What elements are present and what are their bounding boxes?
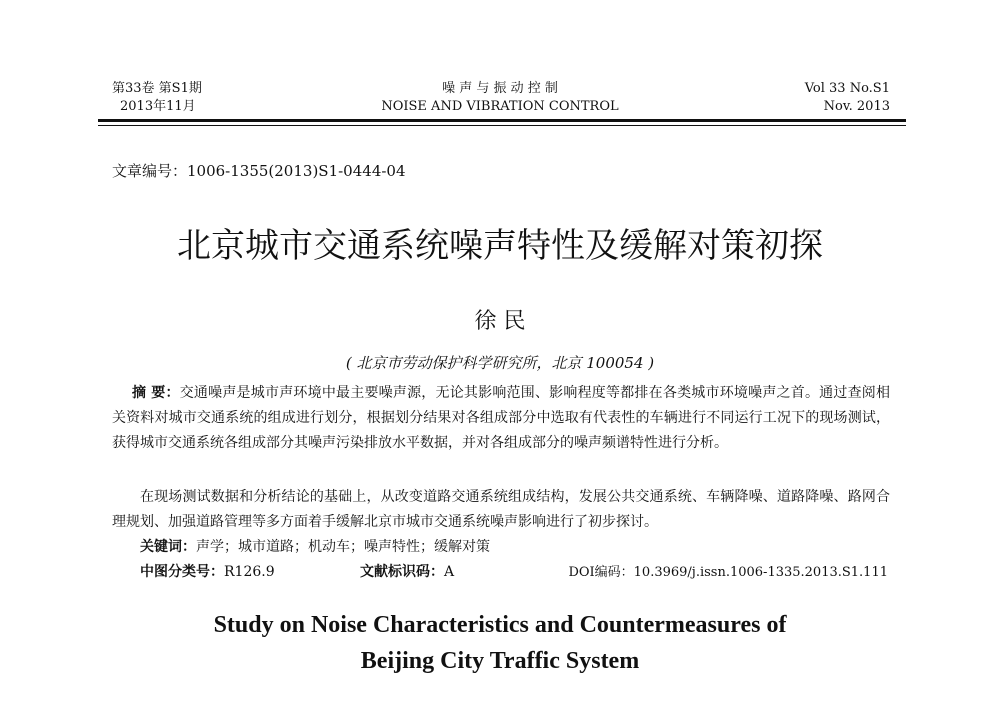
keywords-value: 声学；城市道路；机动车；噪声特性；缓解对策: [196, 539, 490, 555]
journal-name-cn: 噪 声 与 振 动 控 制: [442, 81, 558, 96]
keywords-label: 关键词：: [140, 539, 196, 555]
journal-name: [340, 80, 660, 116]
header-rule-thick: [98, 119, 906, 122]
volume-issue-cn: 第33卷 第S1期: [112, 81, 202, 96]
date-cn: 2013年11月: [120, 99, 196, 114]
abstract-label: 摘 要：: [132, 385, 180, 401]
volume-issue-en: Vol 33 No.S1: [804, 81, 890, 96]
document-code: [360, 560, 454, 585]
paper-title-en: [0, 607, 1000, 679]
clc-number: [140, 560, 275, 585]
volume-issue: [112, 80, 202, 116]
article-number: 文章编号：1006-1355(2013)S1-0444-04: [112, 162, 406, 180]
keywords: [112, 535, 890, 560]
doc-value: A: [444, 564, 455, 580]
affiliation: ( 北京市劳动保护科学研究所，北京 100054 ): [345, 354, 655, 372]
clc-label: 中图分类号：: [140, 564, 224, 580]
abstract-text: 交通噪声是城市声环境中最主要噪声源，无论其影响范围、影响程度等都排在各类城市环境噪声之首。通过查阅相关资料对城市交通系统的组成进行划分，根据划分结果对各组成部分中选取有代表性的车辆进行不同运行工况下的现场测试，获得城市交通系统各组成部分其噪声污染排放水平数据，并对各组成部分的噪声频谱特性进行分析。: [112, 385, 891, 451]
volume-en: [805, 80, 890, 116]
date-en: Nov. 2013: [823, 99, 890, 114]
doi: [568, 560, 888, 585]
doc-label: 文献标识码：: [360, 564, 444, 580]
abstract-para1: [112, 381, 890, 456]
clc-value: R126.9: [224, 564, 275, 580]
journal-name-en: NOISE AND VIBRATION CONTROL: [381, 99, 619, 114]
doi-value: 10.3969/j.issn.1006-1335.2013.S1.111: [633, 565, 888, 580]
doi-label: DOI编码：: [568, 565, 634, 580]
title-en-line2: Beijing City Traffic System: [360, 648, 640, 674]
paper-title-cn: 北京城市交通系统噪声特性及缓解对策初探: [177, 226, 823, 266]
header-rule-thin: [98, 125, 906, 126]
author: 徐 民: [474, 309, 526, 334]
abstract-para2: 在现场测试数据和分析结论的基础上，从改变道路交通系统组成结构，发展公共交通系统、车辆降噪、道路降噪、路网合理规划、加强道路管理等多方面着手缓解北京市城市交通系统噪声影响进行了初步探讨。: [112, 489, 890, 530]
title-en-line1: Study on Noise Characteristics and Countermeasures of: [213, 612, 787, 638]
